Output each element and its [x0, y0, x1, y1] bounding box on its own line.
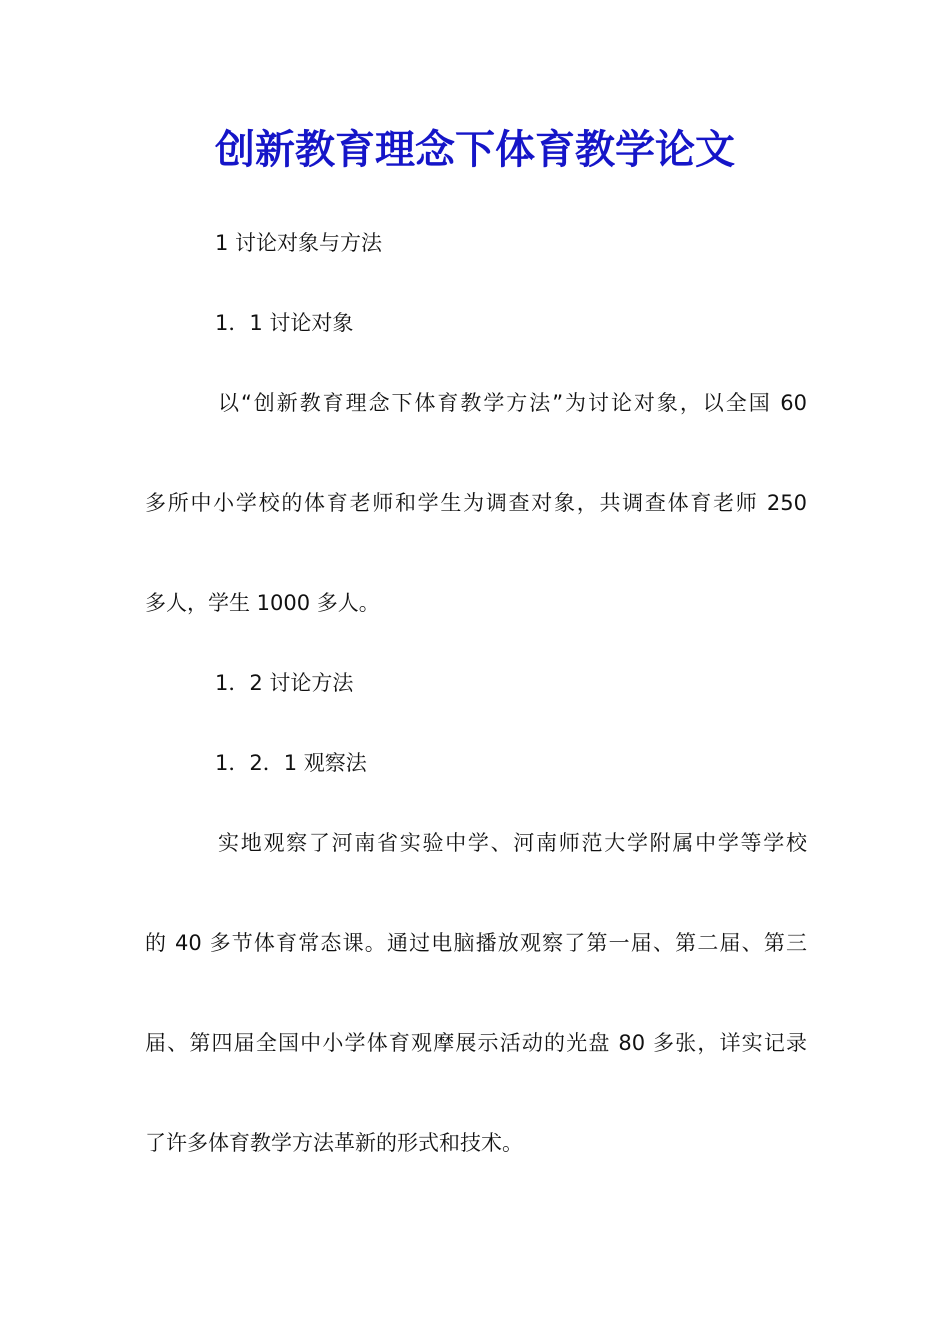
paragraph-2-line-4: 了许多体育教学方法革新的形式和技术。 — [145, 1131, 523, 1155]
paragraph-2-line-1: 实地观察了河南省实验中学、河南师范大学附属中学等学校 — [218, 831, 807, 855]
paragraph-2-line-3: 届、第四届全国中小学体育观摩展示活动的光盘 80 多张，详实记录 — [145, 1031, 807, 1055]
paragraph-1-line-2: 多所中小学校的体育老师和学生为调查对象，共调查体育老师 250 — [145, 491, 807, 515]
section-heading-1: 1 讨论对象与方法 — [215, 231, 383, 255]
paragraph-2-line-2: 的 40 多节体育常态课。通过电脑播放观察了第一届、第二届、第三 — [145, 931, 807, 955]
subsection-heading-1-1: 1．1 讨论对象 — [215, 311, 354, 335]
paragraph-1-line-1: 以“创新教育理念下体育教学方法”为讨论对象，以全国 60 — [218, 391, 807, 415]
subsection-heading-1-2: 1．2 讨论方法 — [215, 671, 354, 695]
document-title: 创新教育理念下体育教学论文 — [215, 126, 735, 173]
subsection-heading-1-2-1: 1．2．1 观察法 — [215, 751, 367, 775]
paragraph-1-line-3: 多人，学生 1000 多人。 — [145, 591, 380, 615]
